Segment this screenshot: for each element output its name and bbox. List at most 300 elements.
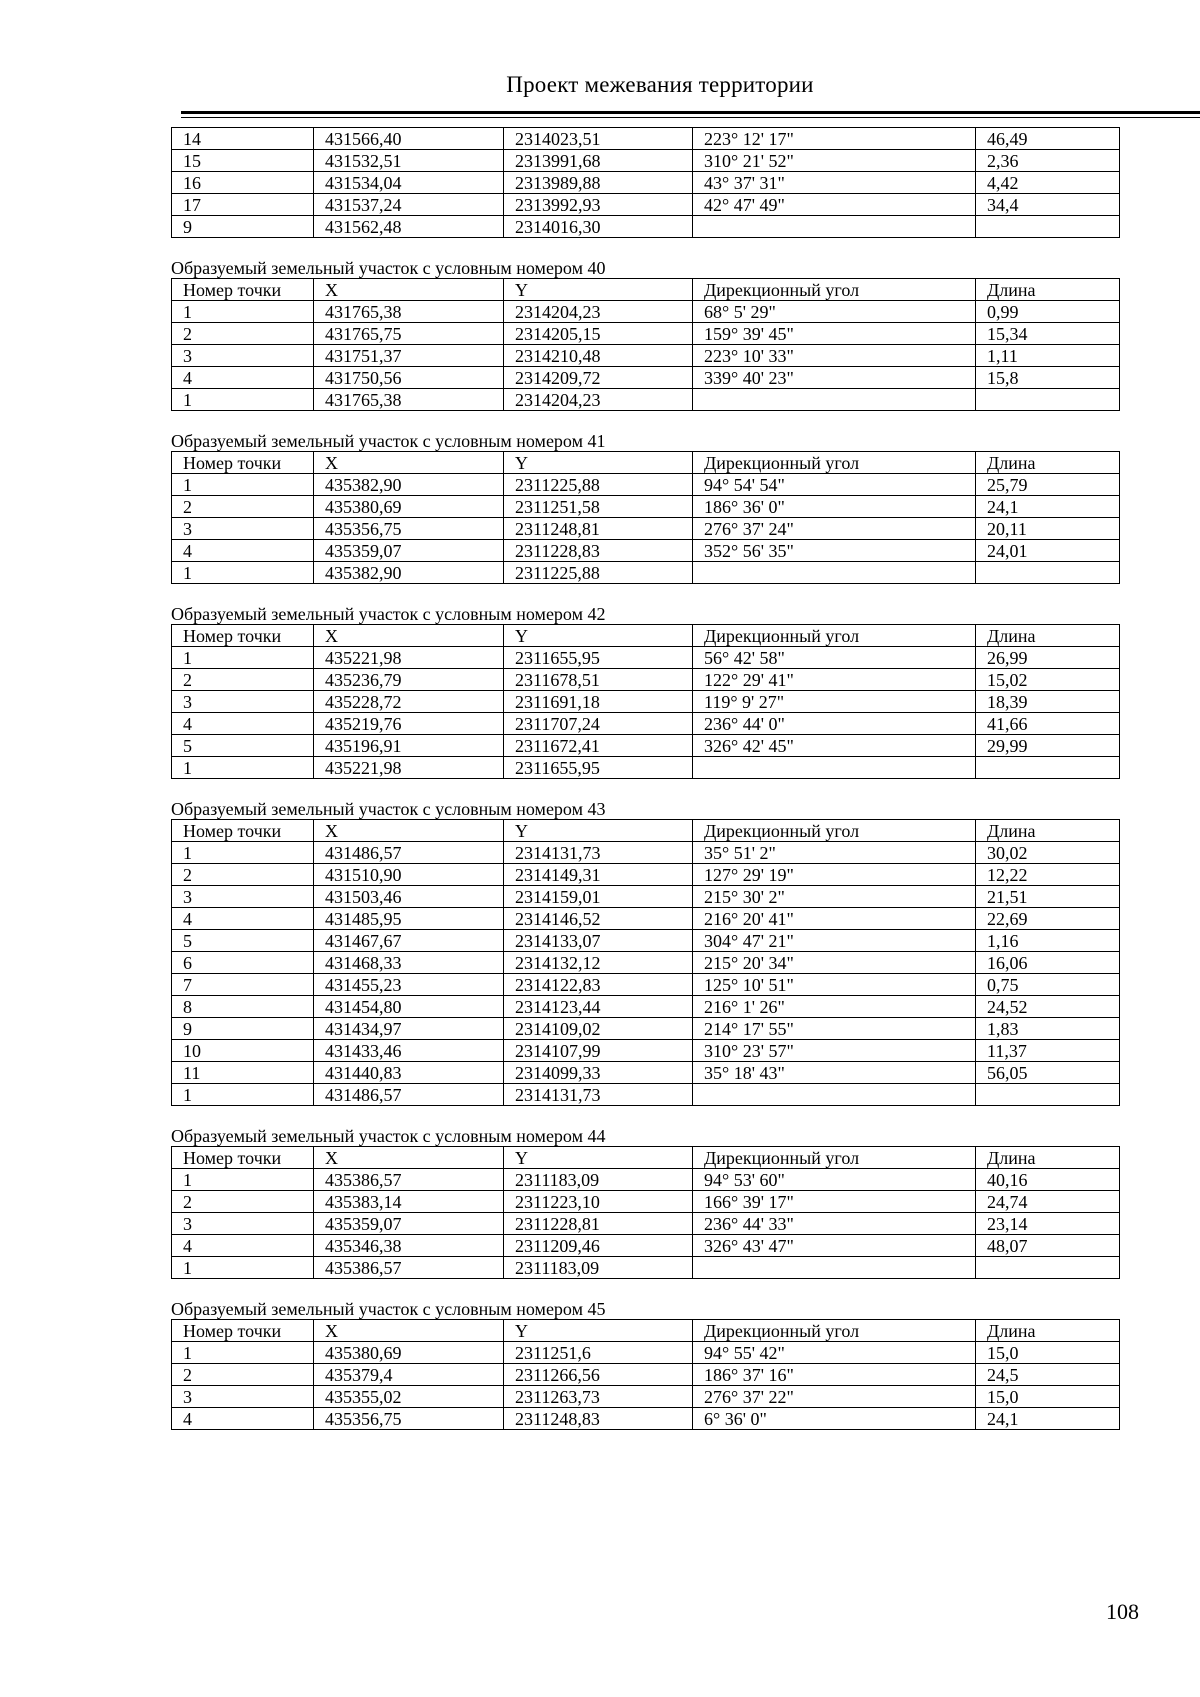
direction-angle-cell: 43° 37' 31"	[693, 172, 976, 194]
point-number-cell: Номер точки	[172, 625, 314, 647]
x-coordinate-cell: X	[314, 625, 504, 647]
y-coordinate-cell: 2314123,44	[504, 996, 693, 1018]
length-cell: 46,49	[976, 128, 1120, 150]
table-row	[172, 496, 1120, 518]
direction-angle-cell: 122° 29' 41"	[693, 669, 976, 691]
length-cell: 15,8	[976, 367, 1120, 389]
table-header-row	[172, 1147, 1120, 1169]
table-row	[172, 886, 1120, 908]
direction-angle-cell	[693, 389, 976, 411]
direction-angle-cell: 276° 37' 22"	[693, 1386, 976, 1408]
x-coordinate-cell: 431765,75	[314, 323, 504, 345]
x-coordinate-cell: 431751,37	[314, 345, 504, 367]
x-coordinate-cell: 431485,95	[314, 908, 504, 930]
direction-angle-cell: 6° 36' 0"	[693, 1408, 976, 1430]
x-coordinate-cell: 435221,98	[314, 757, 504, 779]
x-coordinate-cell: 435383,14	[314, 1191, 504, 1213]
table-row	[172, 323, 1120, 345]
table-row	[172, 1169, 1120, 1191]
y-coordinate-cell: Y	[504, 1320, 693, 1342]
direction-angle-cell: Дирекционный угол	[693, 625, 976, 647]
direction-angle-cell	[693, 1257, 976, 1279]
direction-angle-cell: 236° 44' 33"	[693, 1213, 976, 1235]
x-coordinate-cell: 435228,72	[314, 691, 504, 713]
x-coordinate-cell: 435380,69	[314, 1342, 504, 1364]
page-header-title: Проект межевания территории	[506, 72, 814, 97]
point-number-cell: 3	[172, 345, 314, 367]
land-plot-section	[171, 604, 1119, 779]
direction-angle-cell: 215° 30' 2"	[693, 886, 976, 908]
length-cell: 24,01	[976, 540, 1120, 562]
point-number-cell: 5	[172, 930, 314, 952]
point-number-cell: 2	[172, 323, 314, 345]
x-coordinate-cell: 435356,75	[314, 1408, 504, 1430]
length-cell: 48,07	[976, 1235, 1120, 1257]
point-number-cell: Номер точки	[172, 452, 314, 474]
x-coordinate-cell: 435359,07	[314, 540, 504, 562]
table-row	[172, 647, 1120, 669]
length-cell: 1,16	[976, 930, 1120, 952]
length-cell: 12,22	[976, 864, 1120, 886]
y-coordinate-cell: 2314205,15	[504, 323, 693, 345]
point-number-cell: 4	[172, 367, 314, 389]
direction-angle-cell: 214° 17' 55"	[693, 1018, 976, 1040]
x-coordinate-cell: 431510,90	[314, 864, 504, 886]
y-coordinate-cell: 2314107,99	[504, 1040, 693, 1062]
x-coordinate-cell: 435382,90	[314, 562, 504, 584]
x-coordinate-cell: 431468,33	[314, 952, 504, 974]
point-number-cell: 14	[172, 128, 314, 150]
point-number-cell: Номер точки	[172, 1147, 314, 1169]
x-coordinate-cell: X	[314, 1320, 504, 1342]
table-header-row	[172, 820, 1120, 842]
length-cell	[976, 216, 1120, 238]
x-coordinate-cell: 431440,83	[314, 1062, 504, 1084]
length-cell: Длина	[976, 1147, 1120, 1169]
y-coordinate-cell: 2311672,41	[504, 735, 693, 757]
land-plot-section	[171, 1126, 1119, 1279]
x-coordinate-cell: 431765,38	[314, 301, 504, 323]
x-coordinate-cell: X	[314, 1147, 504, 1169]
table-header-row	[172, 452, 1120, 474]
point-number-cell: 4	[172, 713, 314, 735]
x-coordinate-cell: 435386,57	[314, 1169, 504, 1191]
y-coordinate-cell: 2314209,72	[504, 367, 693, 389]
x-coordinate-cell: 431537,24	[314, 194, 504, 216]
point-number-cell: 11	[172, 1062, 314, 1084]
table-row	[172, 150, 1120, 172]
direction-angle-cell: 68° 5' 29"	[693, 301, 976, 323]
point-number-cell: 17	[172, 194, 314, 216]
point-number-cell: 2	[172, 669, 314, 691]
direction-angle-cell: 125° 10' 51"	[693, 974, 976, 996]
table-row	[172, 1191, 1120, 1213]
length-cell: 15,0	[976, 1386, 1120, 1408]
point-number-cell: 10	[172, 1040, 314, 1062]
y-coordinate-cell: 2314204,23	[504, 301, 693, 323]
y-coordinate-cell: Y	[504, 625, 693, 647]
table-row	[172, 562, 1120, 584]
y-coordinate-cell: 2311655,95	[504, 757, 693, 779]
y-coordinate-cell: 2314149,31	[504, 864, 693, 886]
table-row	[172, 691, 1120, 713]
point-number-cell: 1	[172, 1342, 314, 1364]
x-coordinate-cell: 435219,76	[314, 713, 504, 735]
x-coordinate-cell: 431503,46	[314, 886, 504, 908]
direction-angle-cell	[693, 1084, 976, 1106]
direction-angle-cell	[693, 216, 976, 238]
y-coordinate-cell: 2311183,09	[504, 1169, 693, 1191]
table-header-row	[172, 625, 1120, 647]
direction-angle-cell: 216° 1' 26"	[693, 996, 976, 1018]
direction-angle-cell: 215° 20' 34"	[693, 952, 976, 974]
direction-angle-cell: 159° 39' 45"	[693, 323, 976, 345]
x-coordinate-cell: 431455,23	[314, 974, 504, 996]
point-number-cell: 1	[172, 842, 314, 864]
point-number-cell: 4	[172, 908, 314, 930]
header-rule-thin	[181, 117, 1200, 118]
length-cell: Длина	[976, 279, 1120, 301]
y-coordinate-cell: 2314131,73	[504, 842, 693, 864]
y-coordinate-cell: 2314109,02	[504, 1018, 693, 1040]
y-coordinate-cell: 2311266,56	[504, 1364, 693, 1386]
length-cell: 1,83	[976, 1018, 1120, 1040]
y-coordinate-cell: 2311251,6	[504, 1342, 693, 1364]
direction-angle-cell: 326° 42' 45"	[693, 735, 976, 757]
table-row	[172, 908, 1120, 930]
y-coordinate-cell: 2314133,07	[504, 930, 693, 952]
length-cell: Длина	[976, 1320, 1120, 1342]
x-coordinate-cell: 435356,75	[314, 518, 504, 540]
y-coordinate-cell: 2311691,18	[504, 691, 693, 713]
table-row	[172, 1257, 1120, 1279]
length-cell: 15,34	[976, 323, 1120, 345]
length-cell: Длина	[976, 820, 1120, 842]
length-cell	[976, 562, 1120, 584]
x-coordinate-cell: 435379,4	[314, 1364, 504, 1386]
length-cell: 1,11	[976, 345, 1120, 367]
y-coordinate-cell: 2314016,30	[504, 216, 693, 238]
direction-angle-cell: 94° 54' 54"	[693, 474, 976, 496]
x-coordinate-cell: 431486,57	[314, 1084, 504, 1106]
length-cell: 40,16	[976, 1169, 1120, 1191]
coordinates-table	[171, 624, 1120, 779]
length-cell: 0,75	[976, 974, 1120, 996]
point-number-cell: 4	[172, 1408, 314, 1430]
y-coordinate-cell: Y	[504, 279, 693, 301]
x-coordinate-cell: X	[314, 452, 504, 474]
direction-angle-cell: Дирекционный угол	[693, 279, 976, 301]
direction-angle-cell	[693, 757, 976, 779]
table-row	[172, 757, 1120, 779]
table-row	[172, 172, 1120, 194]
length-cell: 56,05	[976, 1062, 1120, 1084]
length-cell	[976, 757, 1120, 779]
y-coordinate-cell: 2311225,88	[504, 474, 693, 496]
point-number-cell: 3	[172, 691, 314, 713]
point-number-cell: 1	[172, 562, 314, 584]
point-number-cell: 2	[172, 1191, 314, 1213]
y-coordinate-cell: 2311228,83	[504, 540, 693, 562]
length-cell: 24,52	[976, 996, 1120, 1018]
x-coordinate-cell: 431434,97	[314, 1018, 504, 1040]
x-coordinate-cell: 435382,90	[314, 474, 504, 496]
table-header-row	[172, 1320, 1120, 1342]
length-cell: 4,42	[976, 172, 1120, 194]
length-cell: 18,39	[976, 691, 1120, 713]
direction-angle-cell: Дирекционный угол	[693, 452, 976, 474]
direction-angle-cell: 119° 9' 27"	[693, 691, 976, 713]
section-title: Образуемый земельный участок с условным номером 45	[171, 1299, 606, 1319]
point-number-cell: 3	[172, 1386, 314, 1408]
point-number-cell: 4	[172, 1235, 314, 1257]
x-coordinate-cell: 431562,48	[314, 216, 504, 238]
direction-angle-cell: 35° 18' 43"	[693, 1062, 976, 1084]
point-number-cell: 2	[172, 496, 314, 518]
table-row	[172, 389, 1120, 411]
direction-angle-cell: 326° 43' 47"	[693, 1235, 976, 1257]
point-number-cell: 1	[172, 474, 314, 496]
x-coordinate-cell: 431566,40	[314, 128, 504, 150]
y-coordinate-cell: 2313989,88	[504, 172, 693, 194]
table-row	[172, 518, 1120, 540]
direction-angle-cell: 304° 47' 21"	[693, 930, 976, 952]
x-coordinate-cell: 431467,67	[314, 930, 504, 952]
point-number-cell: 2	[172, 864, 314, 886]
length-cell: 24,1	[976, 1408, 1120, 1430]
length-cell: 16,06	[976, 952, 1120, 974]
length-cell: 24,5	[976, 1364, 1120, 1386]
table-row	[172, 301, 1120, 323]
direction-angle-cell: 186° 37' 16"	[693, 1364, 976, 1386]
table-row	[172, 1364, 1120, 1386]
point-number-cell: 8	[172, 996, 314, 1018]
length-cell: 23,14	[976, 1213, 1120, 1235]
point-number-cell: 3	[172, 886, 314, 908]
direction-angle-cell: 276° 37' 24"	[693, 518, 976, 540]
y-coordinate-cell: 2311228,81	[504, 1213, 693, 1235]
y-coordinate-cell: 2314204,23	[504, 389, 693, 411]
table-row	[172, 1062, 1120, 1084]
table-row	[172, 735, 1120, 757]
point-number-cell: 1	[172, 389, 314, 411]
length-cell: 2,36	[976, 150, 1120, 172]
point-number-cell: 3	[172, 518, 314, 540]
table-row	[172, 474, 1120, 496]
coordinates-table	[171, 127, 1120, 238]
point-number-cell: 16	[172, 172, 314, 194]
x-coordinate-cell: 435359,07	[314, 1213, 504, 1235]
table-row	[172, 540, 1120, 562]
point-number-cell: 1	[172, 1169, 314, 1191]
section-title: Образуемый земельный участок с условным номером 44	[171, 1126, 606, 1146]
y-coordinate-cell: 2311678,51	[504, 669, 693, 691]
continuation-table-section	[171, 127, 1119, 238]
y-coordinate-cell: 2311707,24	[504, 713, 693, 735]
y-coordinate-cell: 2314132,12	[504, 952, 693, 974]
table-row	[172, 974, 1120, 996]
direction-angle-cell: 310° 21' 52"	[693, 150, 976, 172]
length-cell: 30,02	[976, 842, 1120, 864]
x-coordinate-cell: 431532,51	[314, 150, 504, 172]
point-number-cell: 1	[172, 1084, 314, 1106]
direction-angle-cell: 339° 40' 23"	[693, 367, 976, 389]
x-coordinate-cell: 431433,46	[314, 1040, 504, 1062]
direction-angle-cell: 223° 12' 17"	[693, 128, 976, 150]
table-row	[172, 864, 1120, 886]
section-title: Образуемый земельный участок с условным номером 42	[171, 604, 606, 624]
y-coordinate-cell: 2311183,09	[504, 1257, 693, 1279]
section-title: Образуемый земельный участок с условным номером 41	[171, 431, 606, 451]
table-row	[172, 1084, 1120, 1106]
table-row	[172, 842, 1120, 864]
y-coordinate-cell: 2314131,73	[504, 1084, 693, 1106]
length-cell: 20,11	[976, 518, 1120, 540]
direction-angle-cell: 42° 47' 49"	[693, 194, 976, 216]
direction-angle-cell	[693, 562, 976, 584]
length-cell	[976, 1084, 1120, 1106]
section-title: Образуемый земельный участок с условным номером 40	[171, 258, 606, 278]
point-number-cell: 15	[172, 150, 314, 172]
x-coordinate-cell: 435346,38	[314, 1235, 504, 1257]
land-plot-section	[171, 431, 1119, 584]
table-row	[172, 1408, 1120, 1430]
direction-angle-cell: Дирекционный угол	[693, 1320, 976, 1342]
direction-angle-cell: 94° 53' 60"	[693, 1169, 976, 1191]
length-cell: 11,37	[976, 1040, 1120, 1062]
table-row	[172, 1342, 1120, 1364]
direction-angle-cell: 127° 29' 19"	[693, 864, 976, 886]
x-coordinate-cell: 435196,91	[314, 735, 504, 757]
land-plot-section	[171, 258, 1119, 411]
x-coordinate-cell: 431486,57	[314, 842, 504, 864]
x-coordinate-cell: 431454,80	[314, 996, 504, 1018]
x-coordinate-cell: 435386,57	[314, 1257, 504, 1279]
direction-angle-cell: 216° 20' 41"	[693, 908, 976, 930]
x-coordinate-cell: X	[314, 820, 504, 842]
length-cell: 15,0	[976, 1342, 1120, 1364]
y-coordinate-cell: 2311263,73	[504, 1386, 693, 1408]
length-cell: 24,1	[976, 496, 1120, 518]
coordinates-table	[171, 1319, 1120, 1430]
point-number-cell: 4	[172, 540, 314, 562]
x-coordinate-cell: 431750,56	[314, 367, 504, 389]
length-cell: 26,99	[976, 647, 1120, 669]
x-coordinate-cell: 435221,98	[314, 647, 504, 669]
point-number-cell: 7	[172, 974, 314, 996]
header-rule-thick	[181, 111, 1200, 114]
point-number-cell: Номер точки	[172, 279, 314, 301]
table-row	[172, 194, 1120, 216]
direction-angle-cell: Дирекционный угол	[693, 820, 976, 842]
direction-angle-cell: 223° 10' 33"	[693, 345, 976, 367]
direction-angle-cell: 186° 36' 0"	[693, 496, 976, 518]
y-coordinate-cell: 2314099,33	[504, 1062, 693, 1084]
y-coordinate-cell: 2314159,01	[504, 886, 693, 908]
y-coordinate-cell: 2314146,52	[504, 908, 693, 930]
x-coordinate-cell: 431534,04	[314, 172, 504, 194]
table-row	[172, 930, 1120, 952]
point-number-cell: 9	[172, 1018, 314, 1040]
y-coordinate-cell: 2311225,88	[504, 562, 693, 584]
point-number-cell: 6	[172, 952, 314, 974]
point-number-cell: Номер точки	[172, 820, 314, 842]
x-coordinate-cell: 435236,79	[314, 669, 504, 691]
direction-angle-cell: 56° 42' 58"	[693, 647, 976, 669]
coordinates-table	[171, 278, 1120, 411]
coordinates-table	[171, 451, 1120, 584]
table-row	[172, 1213, 1120, 1235]
y-coordinate-cell: 2311223,10	[504, 1191, 693, 1213]
length-cell: Длина	[976, 452, 1120, 474]
point-number-cell: 3	[172, 1213, 314, 1235]
point-number-cell: 1	[172, 301, 314, 323]
direction-angle-cell: 94° 55' 42"	[693, 1342, 976, 1364]
direction-angle-cell: 352° 56' 35"	[693, 540, 976, 562]
y-coordinate-cell: Y	[504, 1147, 693, 1169]
length-cell: 25,79	[976, 474, 1120, 496]
y-coordinate-cell: 2311655,95	[504, 647, 693, 669]
length-cell: 24,74	[976, 1191, 1120, 1213]
coordinates-table	[171, 1146, 1120, 1279]
table-row	[172, 952, 1120, 974]
y-coordinate-cell: 2311248,81	[504, 518, 693, 540]
table-row	[172, 669, 1120, 691]
length-cell: 34,4	[976, 194, 1120, 216]
direction-angle-cell: 310° 23' 57"	[693, 1040, 976, 1062]
y-coordinate-cell: 2313992,93	[504, 194, 693, 216]
point-number-cell: 2	[172, 1364, 314, 1386]
direction-angle-cell: 236° 44' 0"	[693, 713, 976, 735]
point-number-cell: 1	[172, 647, 314, 669]
point-number-cell: 5	[172, 735, 314, 757]
x-coordinate-cell: 435380,69	[314, 496, 504, 518]
x-coordinate-cell: 435355,02	[314, 1386, 504, 1408]
y-coordinate-cell: Y	[504, 452, 693, 474]
table-row	[172, 1386, 1120, 1408]
table-row	[172, 345, 1120, 367]
length-cell: 0,99	[976, 301, 1120, 323]
land-plot-section	[171, 799, 1119, 1106]
y-coordinate-cell: 2311251,58	[504, 496, 693, 518]
length-cell	[976, 1257, 1120, 1279]
length-cell: Длина	[976, 625, 1120, 647]
length-cell: 29,99	[976, 735, 1120, 757]
table-row	[172, 216, 1120, 238]
y-coordinate-cell: 2314122,83	[504, 974, 693, 996]
point-number-cell: 9	[172, 216, 314, 238]
direction-angle-cell: 35° 51' 2"	[693, 842, 976, 864]
page-number: 108	[1106, 1599, 1139, 1624]
y-coordinate-cell: 2314023,51	[504, 128, 693, 150]
x-coordinate-cell: X	[314, 279, 504, 301]
table-row	[172, 128, 1120, 150]
length-cell: 21,51	[976, 886, 1120, 908]
table-row	[172, 1235, 1120, 1257]
table-row	[172, 1018, 1120, 1040]
section-title: Образуемый земельный участок с условным номером 43	[171, 799, 606, 819]
y-coordinate-cell: 2313991,68	[504, 150, 693, 172]
length-cell: 22,69	[976, 908, 1120, 930]
length-cell: 15,02	[976, 669, 1120, 691]
page-content	[171, 127, 1119, 1430]
y-coordinate-cell: Y	[504, 820, 693, 842]
length-cell	[976, 389, 1120, 411]
y-coordinate-cell: 2311209,46	[504, 1235, 693, 1257]
table-header-row	[172, 279, 1120, 301]
point-number-cell: 1	[172, 1257, 314, 1279]
table-row	[172, 367, 1120, 389]
